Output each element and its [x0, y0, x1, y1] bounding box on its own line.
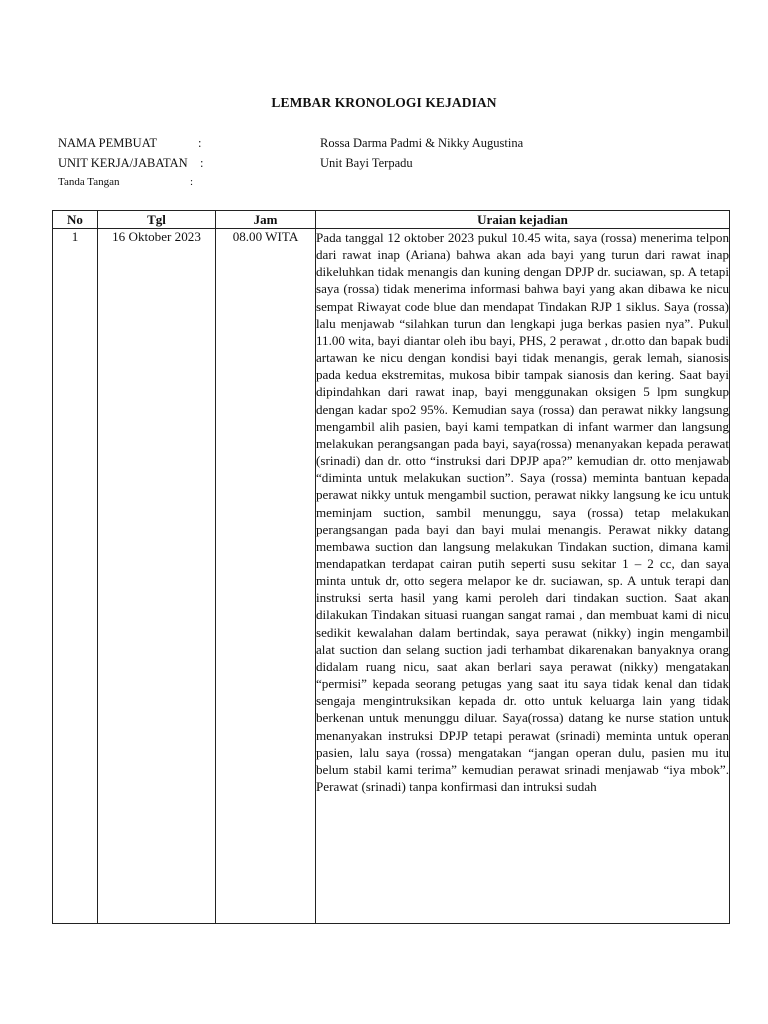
header-jam: Jam — [216, 211, 316, 229]
author-name-colon: : — [198, 136, 202, 150]
row-number: 1 — [53, 229, 98, 924]
header-uraian: Uraian kejadian — [316, 211, 730, 229]
row-description-cell — [316, 229, 730, 924]
work-unit-label: UNIT KERJA/JABATAN — [58, 156, 188, 170]
signature-colon: : — [190, 176, 194, 188]
row-description: Pada tanggal 12 oktober 2023 pukul 10.45 wita, saya (rossa) menerima telpon dari rawat inap (Ariana) bahwa akan ada bayi yang turun dari rawat inap dikeluhkan tidak menangis dan kuning dengan DPJP dr. suciawan, sp. A tetapi saya (rossa) tidak menerima informasi bahwa bayi yang akan dibawa ke nicu sempat Riwayat code blue dan mendapat Tindakan RJP 1 siklus. Saya (rossa) lalu menjawab “silahkan turun dan lengkapi juga berkas pasien nya”. Pukul 11.00 wita, bayi diantar oleh ibu bayi, PHS, 2 perawat , dr.otto dan bapak budi artawan ke nicu dengan kondisi bayi tidak menangis, gerak lemah, sianosis pada kedua ekstremitas, mukosa bibir tampak sianosis dan kering. Saat bayi dipindahkan dari rawat inap, bayi menggunakan oksigen 5 lpm sungkup dengan kadar spo2 95%. Kemudian saya (rossa) dan perawat nikky langsung mengambil alih pasien, bayi kami tempatkan di infant warmer dan langsung melakukan perangsangan pada bayi, saya(rossa) menanyakan kepada perawat (srinadi) dan dr. otto “instruksi dari DPJP apa?” kemudian dr. otto menjawab “diminta untuk melakukan suction”. Saya (rossa) meminta bantuan kepada perawat nikky untuk mengambil suction, perawat nikky langsung ke icu untuk meminjam suction, sambil menunggu, saya (rossa) tetap melakukan perangsangan pada bayi dan bayi mulai menangis. Perawat nikky datang membawa suction dan langsung melakukan Tindakan suction, dimana kami mendapatkan terdapat cairan putih seperti susu sekitar 1 – 2 cc, dan saya minta untuk dr, otto segera melapor ke dr. suciawan, sp. A untuk terapi dan instruksi serta hasil yang kami peroleh dari tindakan suction. Saat akan dilakukan Tindakan situasi ruangan sangat ramai , dan membuat kami di nicu sedikit kewalahan dalam bertindak, saya perawat (nikky) ingin mengambil alat suction dan selang suction jadi terhambat dikarenakan banyaknya orang didalam ruang nicu, saat akan berlari saya perawat (nikky) mengatakan “permisi” kepada seorang petugas yang saat itu saya tidak kenal dan tidak sengaja mengintruksikan kepada dr. otto untuk keluarga lain yang tidak berkenan untuk menunggu diluar. Saya(rossa) datang ke nurse station untuk menanyakan instruksi DPJP tetapi perawat (srinadi) meminta untuk operan pasien, lalu saya (rossa) mengatakan “jangan operan dulu, pasien mu itu belum stabil kami terima” kemudian perawat srinadi menjawab “iya mbok”. Perawat (srinadi) tanpa konfirmasi dan intruksi sudah — [316, 230, 729, 794]
header-tgl: Tgl — [98, 211, 216, 229]
document-title: LEMBAR KRONOLOGI KEJADIAN — [271, 95, 497, 110]
signature-row — [58, 176, 738, 196]
work-unit-value: Unit Bayi Terpadu — [320, 156, 413, 170]
header-no: No — [53, 211, 98, 229]
table-header-row — [53, 211, 730, 229]
author-name-label: NAMA PEMBUAT — [58, 136, 157, 150]
table-row — [53, 229, 730, 924]
chronology-table — [52, 210, 730, 924]
author-name-value: Rossa Darma Padmi & Nikky Augustina — [320, 136, 524, 150]
signature-label: Tanda Tangan — [58, 176, 120, 188]
row-date: 16 Oktober 2023 — [98, 229, 216, 924]
work-unit-row — [58, 156, 738, 176]
row-time: 08.00 WITA — [216, 229, 316, 924]
work-unit-colon: : — [200, 156, 204, 170]
author-name-row — [58, 136, 738, 156]
author-info-block — [58, 136, 738, 196]
